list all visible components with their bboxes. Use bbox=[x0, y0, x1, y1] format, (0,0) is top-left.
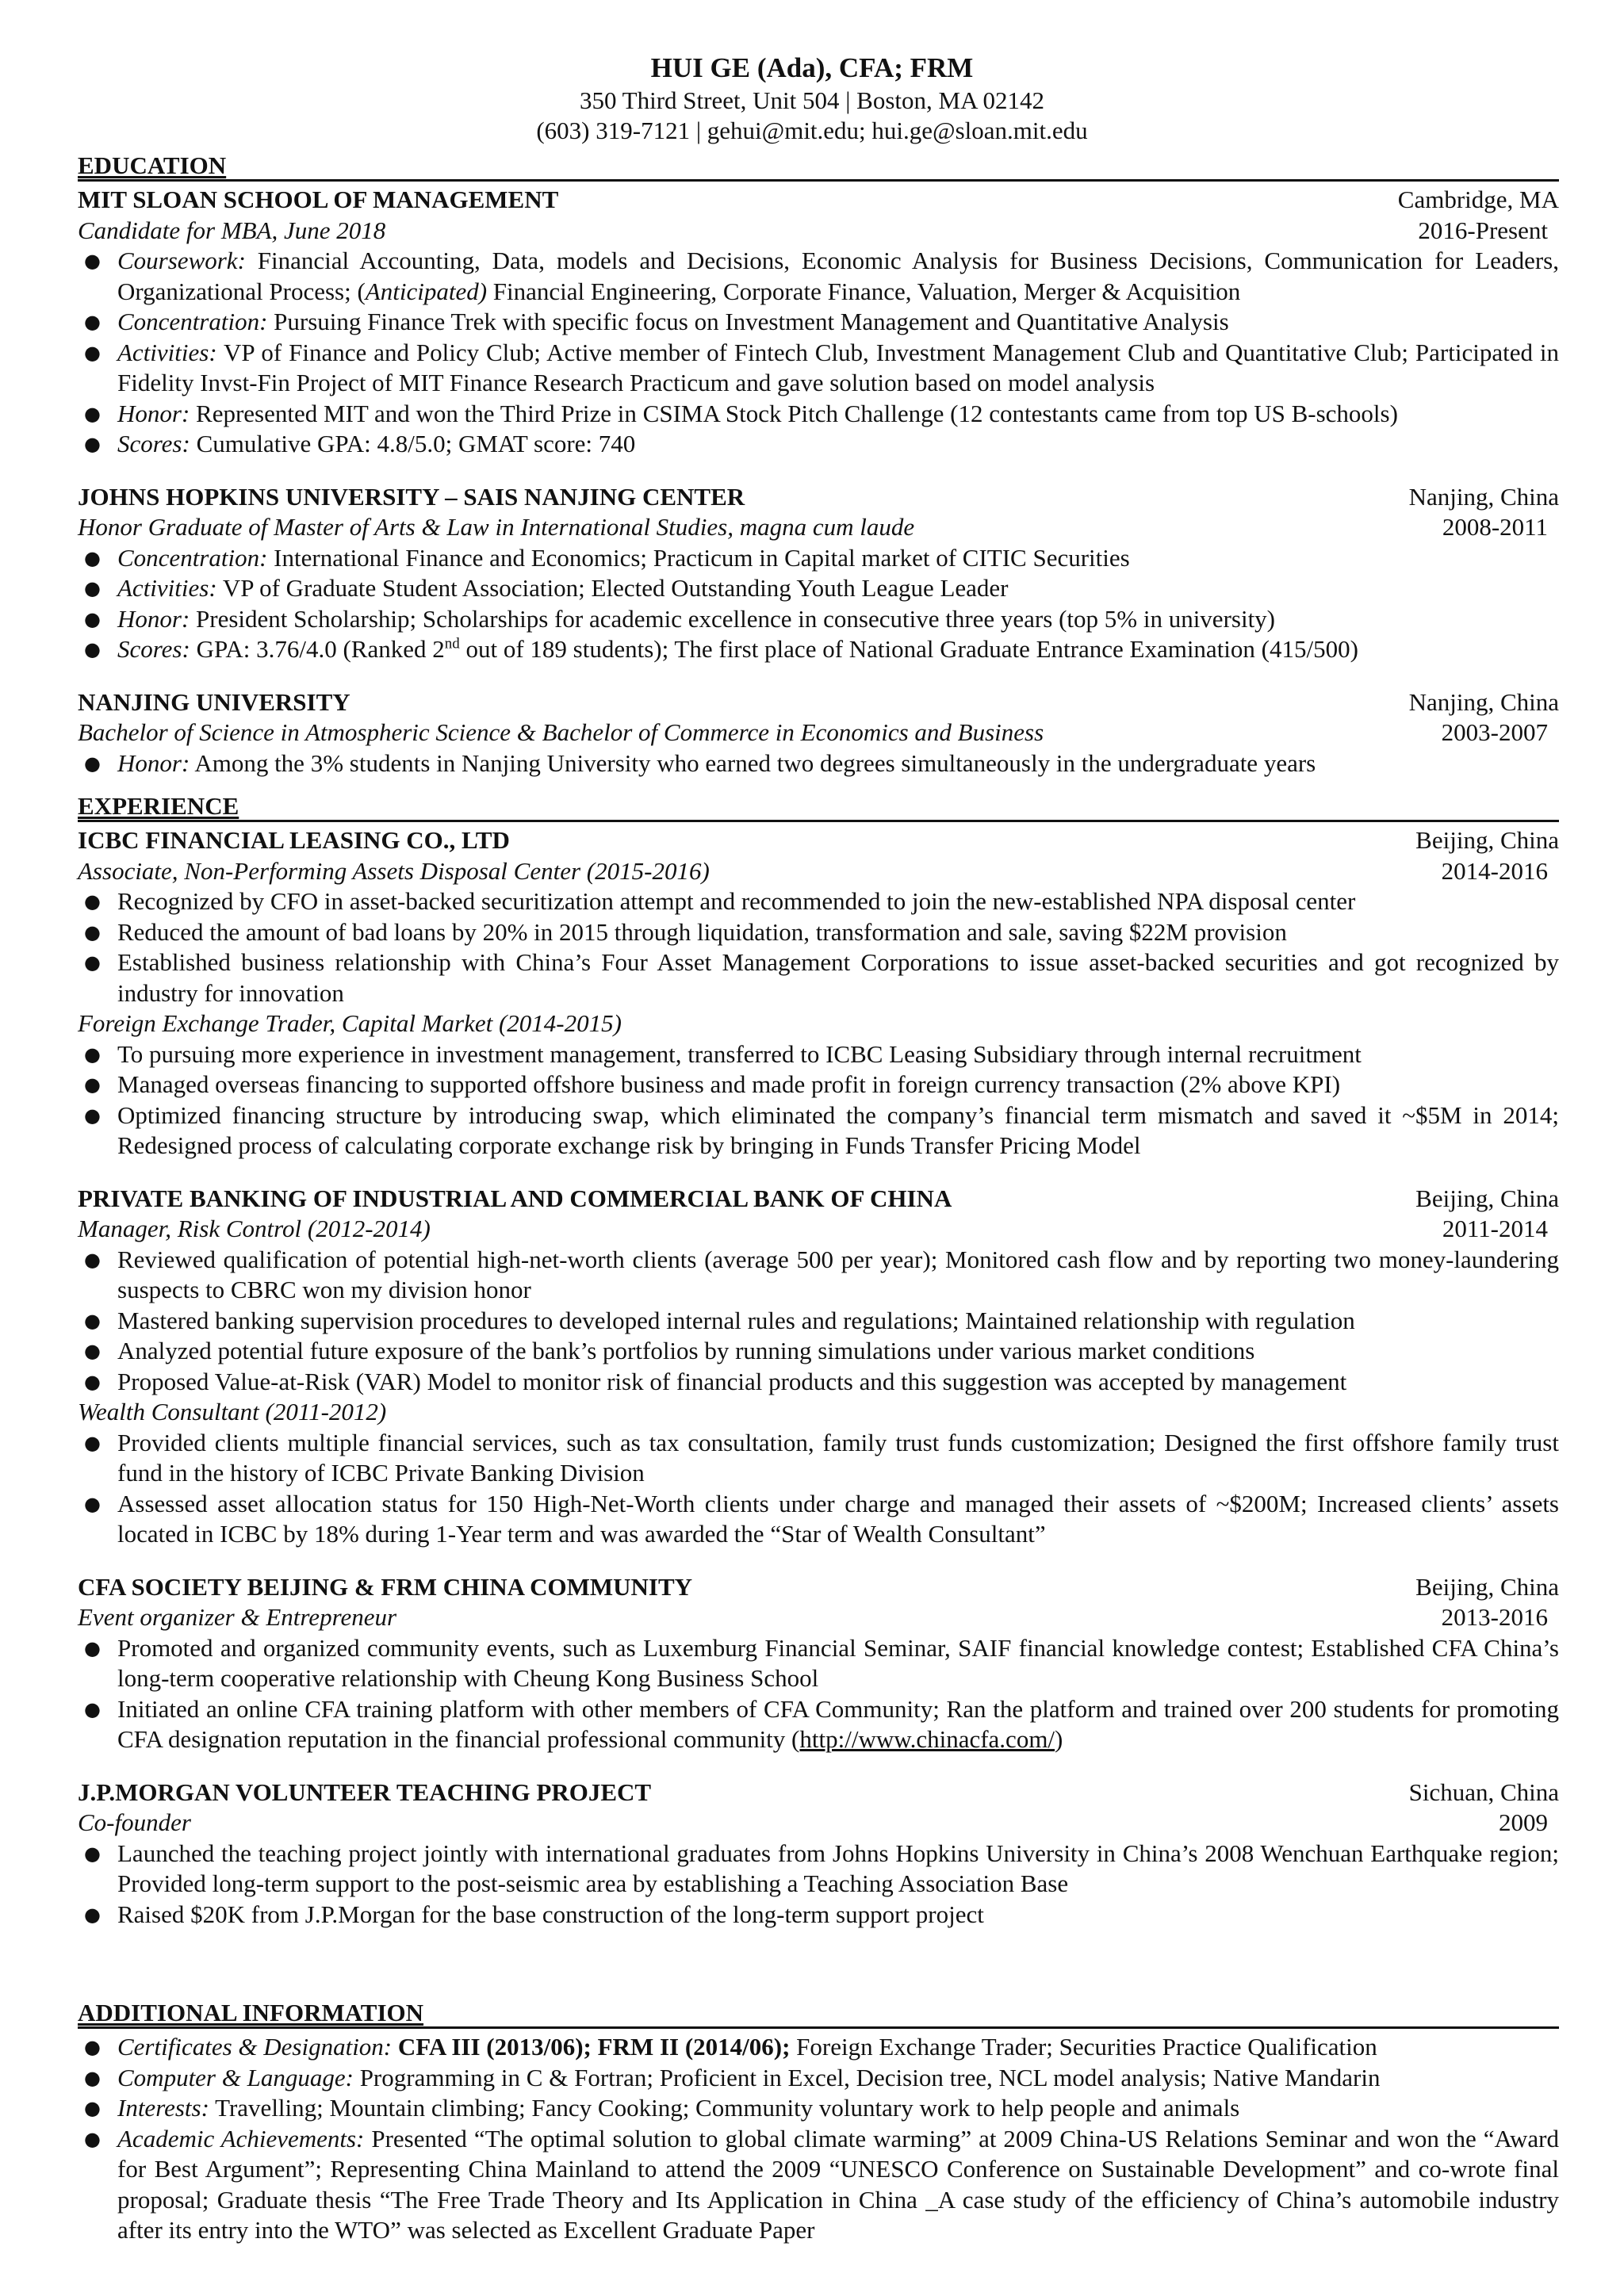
employer-name: ICBC FINANCIAL LEASING CO., LTD bbox=[78, 826, 510, 854]
job-icbc-private-banking bbox=[78, 1184, 1559, 1550]
school-location: Cambridge, MA bbox=[1397, 186, 1559, 213]
list-item: ● Recognized by CFO in asset-backed securitization attempt and recommended to join the new-established NPA disposal center bbox=[78, 886, 1559, 917]
school-name: NANJING UNIVERSITY bbox=[78, 687, 350, 716]
job-jpmorgan-teaching bbox=[78, 1777, 1559, 1931]
school-johns-hopkins bbox=[78, 482, 1559, 665]
chinacfa-link[interactable]: http://www.chinacfa.com/ bbox=[799, 1725, 1055, 1753]
list-item: ● Concentration: Pursuing Finance Trek with specific focus on Investment Management and Quantitative Analysis bbox=[78, 307, 1559, 338]
degree: Bachelor of Science in Atmospheric Science & Bachelor of Commerce in Economics and Business bbox=[78, 718, 1044, 746]
list-item: ● Proposed Value-at-Risk (VAR) Model to monitor risk of financial products and this suggestion was accepted by management bbox=[78, 1367, 1559, 1398]
employer-name: J.P.MORGAN VOLUNTEER TEACHING PROJECT bbox=[78, 1777, 652, 1806]
list-item: ● Launched the teaching project jointly with international graduates from Johns Hopkins University in China’s 2008 Wenchuan Earthquake region; Provided long-term support to the post-seismic area by establishing a Teaching Association Base bbox=[78, 1839, 1559, 1900]
list-item: ● Certificates & Designation: CFA III (2013/06); FRM II (2014/06); Foreign Exchange Trader; Securities Practice Qualification bbox=[78, 2032, 1559, 2063]
list-item: ● Optimized financing structure by introducing swap, which eliminated the company’s financial term mismatch and saved it ~$5M in 2014; Redesigned process of calculating corporate exchange risk by bringing in Funds Transfer Pricing Model bbox=[78, 1100, 1559, 1161]
list-item: ● Activities: VP of Finance and Policy Club; Active member of Fintech Club, Investment Management Club and Quantitative Club; Participated in Fidelity Invst-Fin Project of MIT Finance Research Practicum and gave solution based on model analysis bbox=[78, 338, 1559, 399]
job-role-secondary: Foreign Exchange Trader, Capital Market (2014-2015) bbox=[78, 1009, 622, 1037]
list-item: ● Managed overseas financing to supported offshore business and made profit in foreign currency transaction (2% above KPI) bbox=[78, 1070, 1559, 1100]
list-item: ● Honor: President Scholarship; Scholarships for academic excellence in consecutive three years (top 5% in university) bbox=[78, 604, 1559, 635]
candidate-name: HUI GE (Ada), CFA; FRM bbox=[650, 52, 974, 83]
list-item: ● Analyzed potential future exposure of the bank’s portfolios by running simulations under various market conditions bbox=[78, 1336, 1559, 1367]
list-item: ● To pursuing more experience in investment management, transferred to ICBC Leasing Subsidiary through internal recruitment bbox=[78, 1039, 1559, 1070]
list-item: ● Computer & Language: Programming in C & Fortran; Proficient in Excel, Decision tree, NCL model analysis; Native Mandarin bbox=[78, 2063, 1559, 2094]
degree: Honor Graduate of Master of Arts & Law in International Studies, magna cum laude bbox=[78, 513, 915, 541]
list-item: ● Reviewed qualification of potential high-net-worth clients (average 500 per year); Monitored cash flow and by reporting two money-laundering suspects to CBRC won my division honor bbox=[78, 1245, 1559, 1306]
address-line: 350 Third Street, Unit 504 | Boston, MA 02142 bbox=[579, 86, 1045, 114]
dates: 2008-2011 bbox=[1442, 513, 1548, 541]
job-role-secondary: Wealth Consultant (2011-2012) bbox=[78, 1398, 387, 1425]
list-item: ● Assessed asset allocation status for 150 High-Net-Worth clients under charge and managed their assets of ~$200M; Increased clients’ assets located in ICBC by 18% during 1-Year term and was awarded the “Star of Wealth Consultant” bbox=[78, 1489, 1559, 1550]
list-item: ● Provided clients multiple financial services, such as tax consultation, family trust funds customization; Designed the first offshore family trust fund in the history of ICBC Private Banking Division bbox=[78, 1428, 1559, 1489]
school-name: MIT SLOAN SCHOOL OF MANAGEMENT bbox=[78, 186, 559, 213]
dates: 2014-2016 bbox=[1441, 856, 1548, 885]
dates: 2009 bbox=[1499, 1808, 1548, 1836]
job-role: Manager, Risk Control (2012-2014) bbox=[78, 1215, 431, 1242]
dates: 2016-Present bbox=[1418, 216, 1548, 244]
list-item: ● Raised $20K from J.P.Morgan for the base construction of the long-term support project bbox=[78, 1900, 1559, 1931]
list-item: ● Mastered banking supervision procedures to developed internal rules and regulations; Maintained relationship with regulation bbox=[78, 1306, 1559, 1337]
employer-name: PRIVATE BANKING OF INDUSTRIAL AND COMMERCIAL BANK OF CHINA bbox=[78, 1184, 952, 1212]
section-title-education: EDUCATION bbox=[78, 152, 1559, 182]
school-location: Nanjing, China bbox=[1408, 687, 1559, 716]
additional-section bbox=[78, 1999, 1559, 2246]
list-item: ● Initiated an online CFA training platform with other members of CFA Community; Ran the platform and trained over 200 students for promoting CFA designation reputation in the financial professional community (http://www.chinacfa.com/) bbox=[78, 1694, 1559, 1755]
contact-line: (603) 319-7121 | gehui@mit.edu; hui.ge@sloan.mit.edu bbox=[536, 117, 1088, 144]
experience-section bbox=[78, 793, 1559, 1930]
list-item: ● Promoted and organized community events, such as Luxemburg Financial Seminar, SAIF financial knowledge contest; Established CFA China’s long-term cooperative relationship with Cheung Kong Business School bbox=[78, 1633, 1559, 1694]
job-location: Beijing, China bbox=[1415, 1184, 1559, 1212]
job-location: Beijing, China bbox=[1415, 1572, 1559, 1601]
list-item: ● Activities: VP of Graduate Student Association; Elected Outstanding Youth League Leader bbox=[78, 573, 1559, 604]
dates: 2013-2016 bbox=[1441, 1603, 1548, 1631]
section-title-additional: ADDITIONAL INFORMATION bbox=[78, 1999, 1559, 2029]
list-item: ● Interests: Travelling; Mountain climbing; Fancy Cooking; Community voluntary work to help people and animals bbox=[78, 2093, 1559, 2124]
school-mit-sloan bbox=[78, 185, 1559, 460]
employer-name: CFA SOCIETY BEIJING & FRM CHINA COMMUNITY bbox=[78, 1572, 693, 1601]
list-item: ● Academic Achievements: Presented “The optimal solution to global climate warming” at 2009 China-US Relations Seminar and won the “Award for Best Argument”; Representing China Mainland to attend the 2009 “UNESCO Conference on Sustainable Development” and co-wrote final proposal; Graduate thesis “The Free Trade Theory and Its Application in China _A case study of the efficiency of China’s automobile industry after its entry into the WTO” was selected as Excellent Graduate Paper bbox=[78, 2124, 1559, 2246]
education-section bbox=[78, 152, 1559, 779]
school-name: JOHNS HOPKINS UNIVERSITY – SAIS NANJING CENTER bbox=[78, 482, 745, 511]
job-location: Beijing, China bbox=[1415, 826, 1559, 854]
list-item: ● Scores: GPA: 3.76/4.0 (Ranked 2nd out of 189 students); The first place of National Graduate Entrance Examination (415/500) bbox=[78, 634, 1559, 665]
list-item: ● Reduced the amount of bad loans by 20% in 2015 through liquidation, transformation and sale, saving $22M provision bbox=[78, 917, 1559, 948]
list-item: ● Honor: Among the 3% students in Nanjing University who earned two degrees simultaneously in the undergraduate years bbox=[78, 748, 1559, 779]
job-cfa-society bbox=[78, 1572, 1559, 1755]
resume-header bbox=[0, 51, 1624, 146]
dates: 2003-2007 bbox=[1441, 718, 1548, 746]
list-item: ● Scores: Cumulative GPA: 4.8/5.0; GMAT score: 740 bbox=[78, 429, 1559, 460]
school-nanjing bbox=[78, 687, 1559, 779]
school-location: Nanjing, China bbox=[1408, 482, 1559, 511]
list-item: ● Honor: Represented MIT and won the Third Prize in CSIMA Stock Pitch Challenge (12 contestants came from top US B-schools) bbox=[78, 399, 1559, 430]
job-role: Associate, Non-Performing Assets Disposal Center (2015-2016) bbox=[78, 856, 710, 885]
job-role: Event organizer & Entrepreneur bbox=[78, 1603, 397, 1631]
list-item: ● Established business relationship with China’s Four Asset Management Corporations to issue asset-backed securities and got recognized by industry for innovation bbox=[78, 947, 1559, 1008]
dates: 2011-2014 bbox=[1442, 1215, 1548, 1242]
section-title-experience: EXPERIENCE bbox=[78, 793, 1559, 822]
list-item: ● Coursework: Financial Accounting, Data, models and Decisions, Economic Analysis for Business Decisions, Communication for Leaders, Organizational Process; (Anticipated) Financial Engineering, Corporate Finance, Valuation, Merger & Acquisition bbox=[78, 246, 1559, 307]
job-location: Sichuan, China bbox=[1408, 1777, 1559, 1806]
degree: Candidate for MBA, June 2018 bbox=[78, 216, 386, 244]
list-item: ● Concentration: International Finance and Economics; Practicum in Capital market of CITIC Securities bbox=[78, 543, 1559, 574]
job-icbc-leasing bbox=[78, 825, 1559, 1161]
job-role: Co-founder bbox=[78, 1808, 191, 1836]
